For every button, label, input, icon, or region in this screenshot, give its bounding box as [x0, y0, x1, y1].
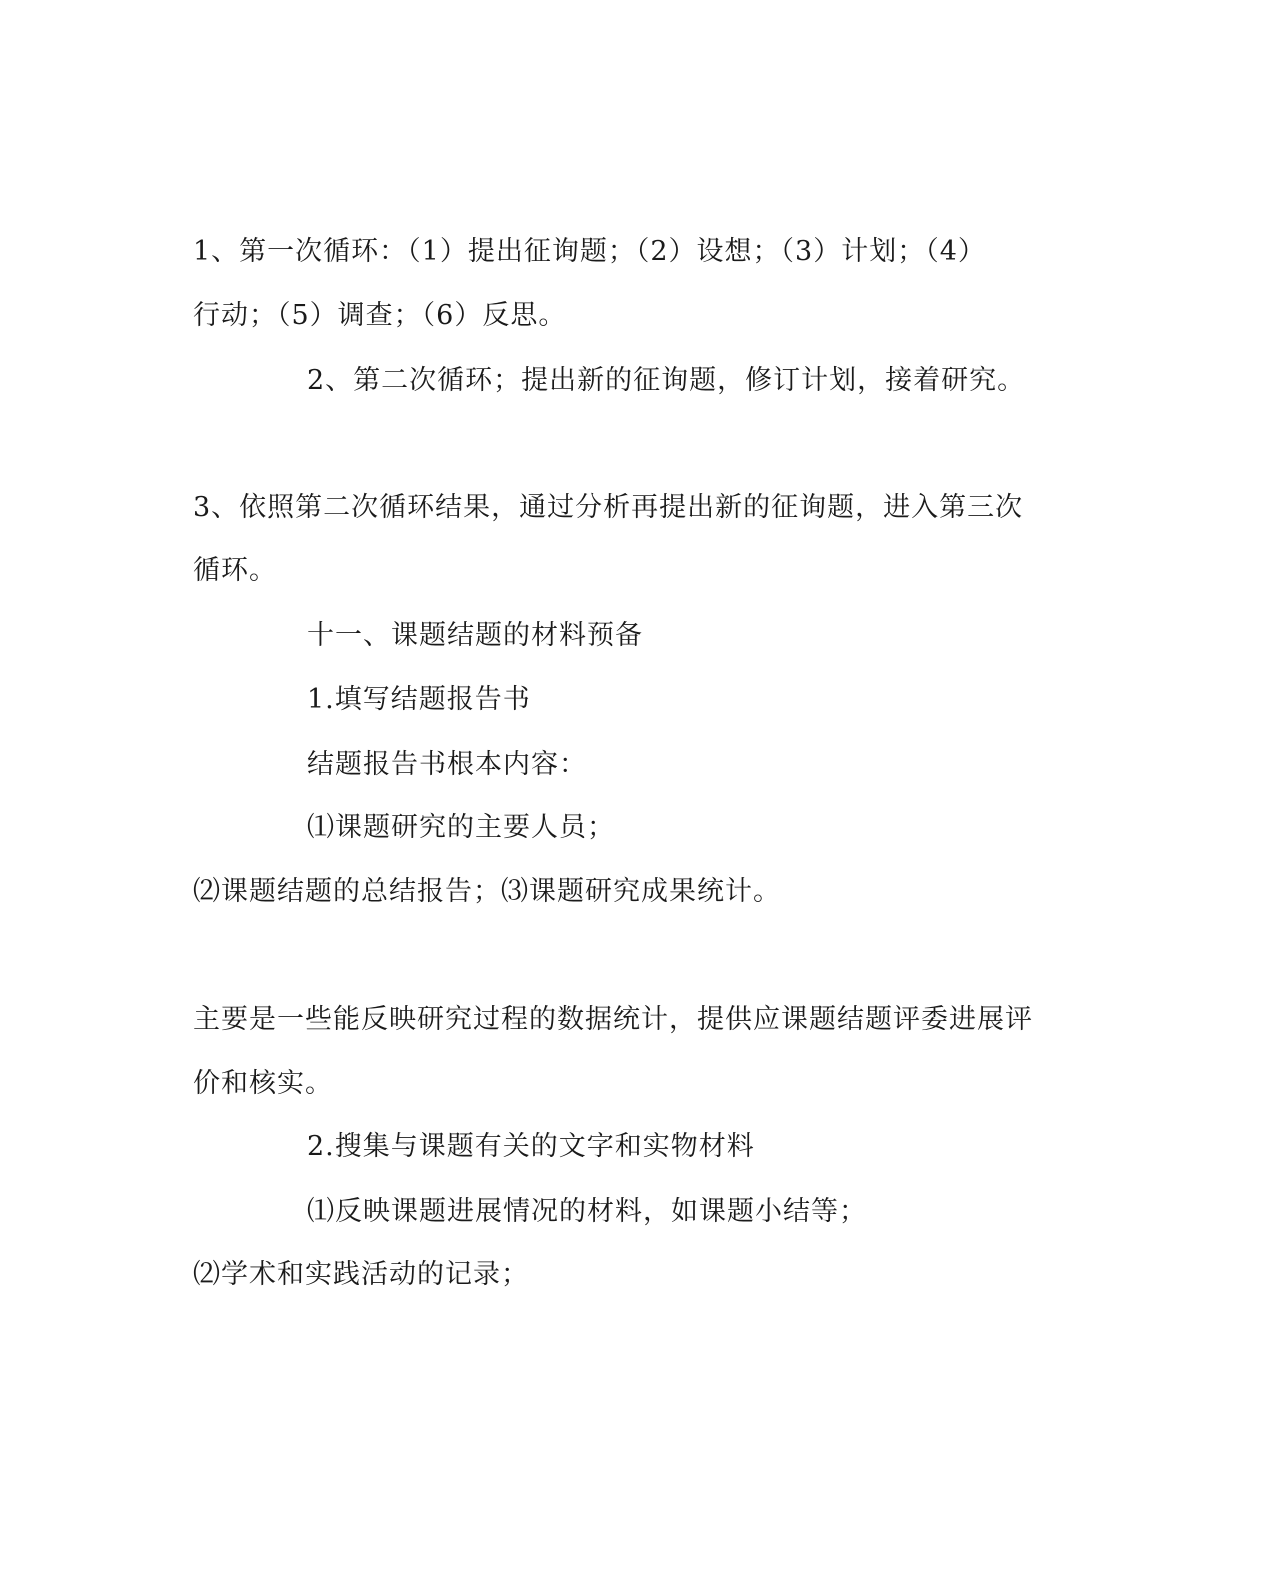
paragraph-line: 3、依照第二次循环结果，通过分析再提出新的征询题，进入第三次 [193, 492, 1024, 523]
section-heading: 十一、课题结题的材料预备 [307, 620, 643, 651]
paragraph-line: 1、第一次循环：（1）提出征询题；（2）设想；（3）计划；（4） [193, 236, 986, 267]
paragraph-line: 2、第二次循环；提出新的征询题，修订计划，接着研究。 [307, 365, 1026, 396]
list-item: ⑴课题研究的主要人员； [307, 812, 615, 843]
paragraph-line: 主要是一些能反映研究过程的数据统计，提供应课题结题评委进展评 [193, 1004, 1033, 1035]
paragraph-line: 价和核实。 [193, 1068, 333, 1099]
subsection-heading: 2.搜集与课题有关的文字和实物材料 [307, 1131, 755, 1162]
list-item: ⑵学术和实践活动的记录； [193, 1259, 529, 1290]
paragraph-line: 结题报告书根本内容： [307, 749, 587, 780]
list-item: ⑴反映课题进展情况的材料，如课题小结等； [307, 1196, 867, 1227]
subsection-heading: 1.填写结题报告书 [307, 684, 531, 715]
paragraph-line: 行动；（5）调查；（6）反思。 [193, 300, 567, 331]
list-item: ⑵课题结题的总结报告；⑶课题研究成果统计。 [193, 876, 781, 907]
paragraph-line: 循环。 [193, 555, 277, 586]
